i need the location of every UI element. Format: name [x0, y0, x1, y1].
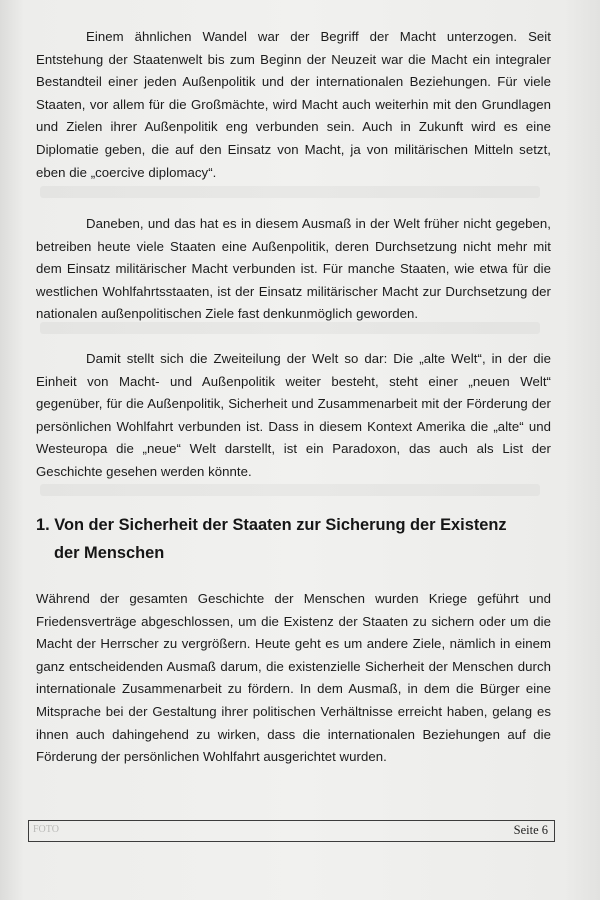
page-number: Seite 6: [513, 823, 548, 837]
paragraph-sicherheit-der-menschen: Während der gesamten Geschichte der Menschen wurden Kriege geführt und Friedensverträge abgeschlossen, um die Existenz der Staaten zu sichern oder um die Macht der Herrscher zu vergrößern. Heute geht es um andere Ziele, nämlich in einem ganz entscheidenden Ausmaß darum, die existenzielle Sicherheit der Menschen durch internationale Zusammenarbeit zu fördern. In dem Ausmaß, in dem die Bürger eine Mitsprache bei der Gestaltung ihrer politischen Verhältnisse erreicht haben, gelang es ihnen auch dahingehend zu wirken, dass die internationalen Beziehungen auf die Förderung der persönlichen Wohlfahrt ausgerichtet wurden.: [36, 591, 551, 765]
paragraph-macht-wandel: Einem ähnlichen Wandel war der Begriff der Macht unterzogen. Seit Entstehung der Staatenwelt bis zum Beginn der Neuzeit war die Macht ein integraler Bestandteil einer jeden Außenpolitik und der internationalen Beziehungen. Für viele Staaten, vor allem für die Großmächte, wird Macht auch weiterhin mit den Grundlagen und Zielen ihrer Außenpolitik eng verbunden sein. Auch in Zukunft wird es eine Diplomatie geben, die auf den Einsatz von Macht, ja von militärischen Mitteln setzt, eben die „coercive diplomacy“.: [36, 29, 551, 180]
section-heading-line2: der Menschen: [54, 544, 165, 562]
section-heading-line1: 1. Von der Sicherheit der Staaten zur Sicherung der Existenz: [36, 516, 507, 534]
show-through-shadow: [40, 186, 540, 198]
paragraph-zweiteilung-der-welt: Damit stellt sich die Zweiteilung der Welt so dar: Die „alte Welt“, in der die Einheit von Macht- und Außenpolitik weiter besteht, steht einer „neuen Welt“ gegenüber, für die Außenpolitik, Sicherheit und Zusammenarbeit mit der Förderung der persönlichen Wohlfahrt verbunden ist. Dass in diesem Kontext Amerika die „alte“ und Westeuropa die „neue“ Welt darstellt, ist ein Paradoxon, das auch als List der Geschichte gesehen werden könnte.: [36, 351, 551, 479]
show-through-shadow: [40, 484, 540, 496]
footer-left-text: FOTO: [33, 824, 59, 835]
paragraph-aussenpolitik-ohne-macht: Daneben, und das hat es in diesem Ausmaß in der Welt früher nicht gegeben, betreiben heute viele Staaten eine Außenpolitik, deren Durchsetzung nicht mehr mit dem Einsatz militärischer Macht verbunden ist. Für manche Staaten, wie etwa für die westlichen Wohlfahrtsstaaten, ist der Einsatz militärischer Macht zur Durchsetzung der nationalen außenpolitischen Ziele fast denkunmöglich geworden.: [36, 216, 551, 322]
page-footer: [28, 820, 555, 842]
section-heading: [36, 511, 556, 567]
